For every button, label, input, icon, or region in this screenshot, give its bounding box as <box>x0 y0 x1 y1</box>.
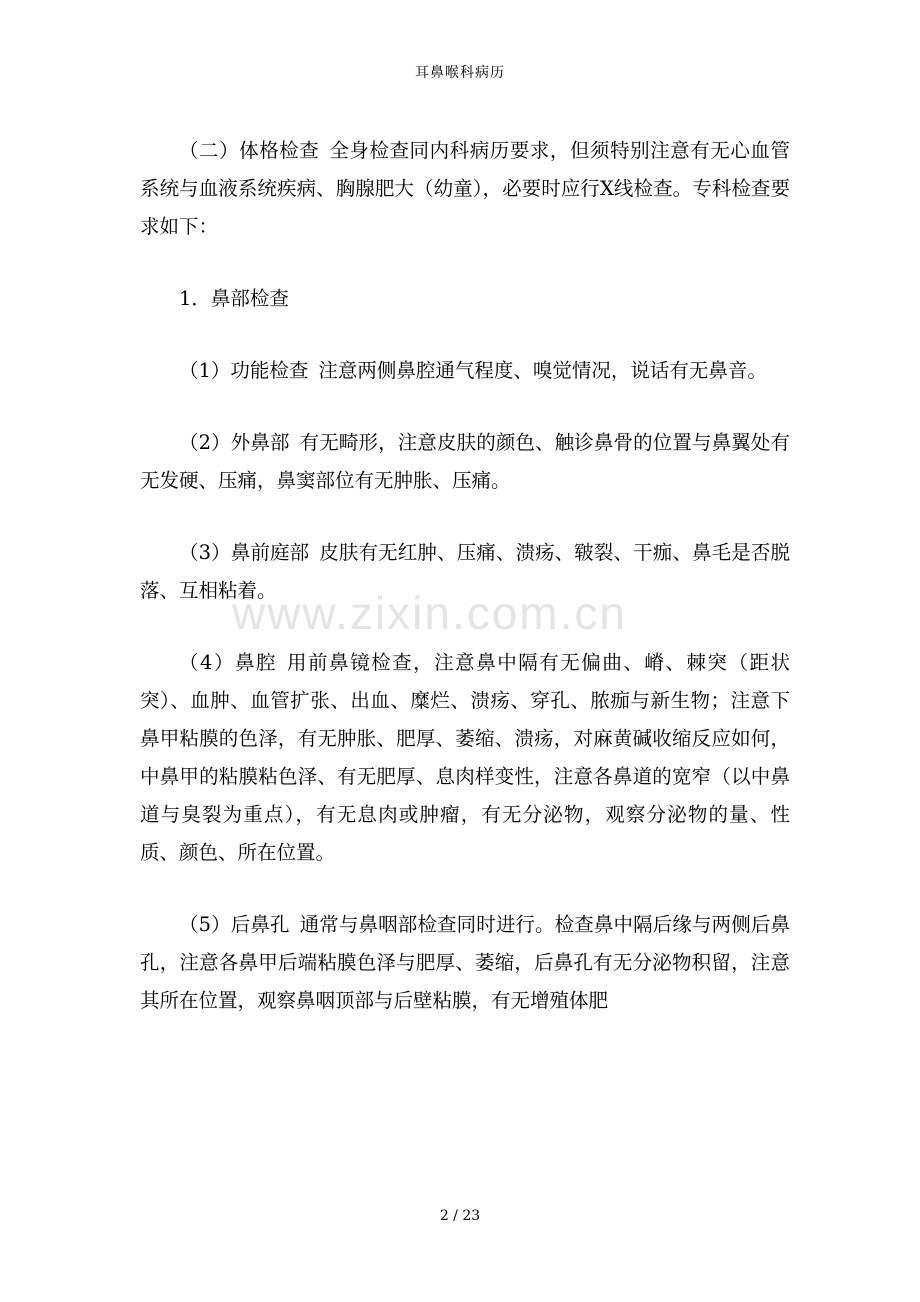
paragraph-physical-exam <box>140 132 790 246</box>
paragraph-text: 通常与鼻咽部检查同时进行。检查鼻中隔后缘与两侧后鼻孔，注意各鼻甲后端粘膜色泽与肥厚、萎缩，后鼻孔有无分泌物积留，注意其所在位置，观察鼻咽顶部与后壁粘膜，有无增殖体肥 <box>140 913 790 1012</box>
page-header-title: 耳鼻喉科病历 <box>415 65 505 81</box>
paragraph-heading: （3）鼻前庭部 <box>179 541 310 564</box>
page-number: 2 / 23 <box>439 1208 481 1224</box>
paragraph-function-exam <box>140 352 790 390</box>
paragraph-heading: （5）后鼻孔 <box>179 913 290 936</box>
paragraph-text: 皮肤有无红肿、压痛、溃疡、皲裂、干痂、鼻毛是否脱落、互相粘着。 <box>140 541 790 602</box>
paragraph-text: 全身检查同内科病历要求，但须特别注意有无心血管系统与血液系统疾病、胸腺肥大（幼童），必要时应行X线检查。专科检查要求如下： <box>140 139 790 238</box>
paragraph-heading: （4）鼻腔 <box>179 651 278 674</box>
paragraph-heading: （二）体格检查 <box>179 139 320 162</box>
watermark: www.zixin.com.cn <box>232 587 627 639</box>
paragraph-text: 有无畸形，注意皮肤的颜色、触诊鼻骨的位置与鼻翼处有无发硬、压痛，鼻窦部位有无肿胀、压痛。 <box>140 431 790 492</box>
document-body <box>140 132 790 1054</box>
paragraph-external-nose <box>140 424 790 500</box>
paragraph-heading: （1）功能检查 <box>179 359 309 382</box>
paragraph-posterior-nares <box>140 906 790 1020</box>
paragraph-heading: （2）外鼻部 <box>179 431 290 454</box>
paragraph-nasal-vestibule <box>140 534 790 610</box>
paragraph-text: 注意两侧鼻腔通气程度、嗅觉情况，说话有无鼻音。 <box>318 359 767 382</box>
paragraph-text: 用前鼻镜检查，注意鼻中隔有无偏曲、嵴、棘突（距状突）、血肿、血管扩张、出血、糜烂、溃疡、穿孔、脓痂与新生物；注意下鼻甲粘膜的色泽，有无肿胀、肥厚、萎缩、溃疡，对麻黄碱收缩反应如何，中鼻甲的粘膜粘色泽、有无肥厚、息肉样变性，注意各鼻道的宽窄（以中鼻道与臭裂为重点），有无息肉或肿瘤，有无分泌物，观察分泌物的量、性质、颜色、所在位置。 <box>140 651 790 864</box>
paragraph-nasal-cavity <box>140 644 790 872</box>
section-heading-nose-exam: 1．鼻部检查 <box>179 287 289 310</box>
